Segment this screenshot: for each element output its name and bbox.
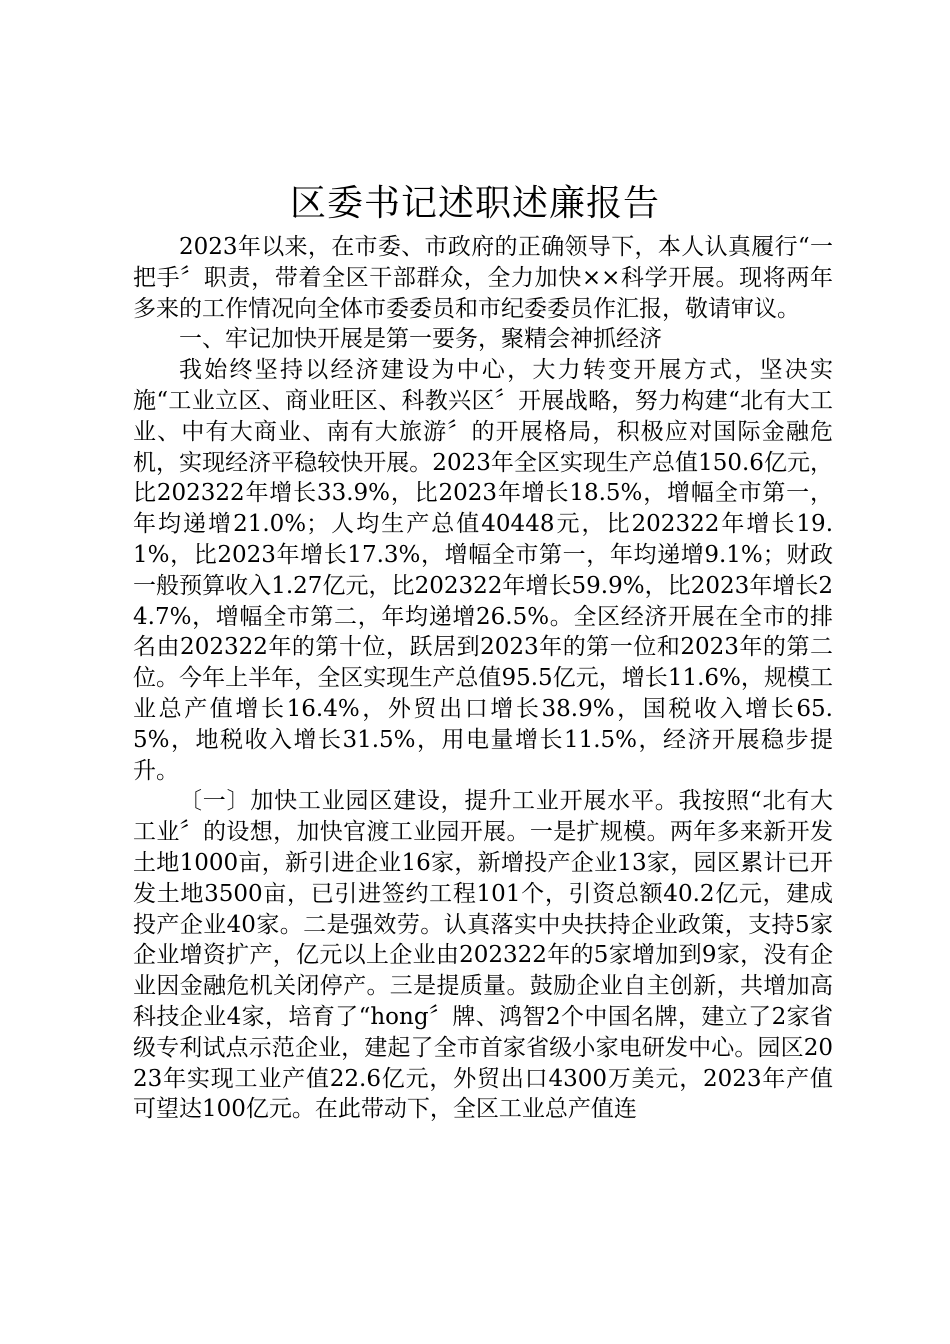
paragraph-economy: 我始终坚持以经济建设为中心，大力转变开展方式，坚决实施“工业立区、商业旺区、科教兴区〞开展战略，努力构建“北有大工业、中有大商业、南有大旅游〞的开展格局，积极应对国际金融危机，实现经济平稳较快开展。2023年全区实现生产总值150.6亿元，比202322年增长33.9%，比2023年增长18.5%，增幅全市第一，年均递增21.0%；人均生产总值40448元，比202322年增长19.1%，比2023年增长17.3%，增幅全市第一，年均递增9.1%；财政一般预算收入1.27亿元，比202322年增长59.9%，比2023年增长24.7%，增幅全市第二，年均递增26.5%。全区经济开展在全市的排名由202322年的第十位，跃居到2023年的第一位和2023年的第二位。今年上半年，全区实现生产总值95.5亿元，增长11.6%，规模工业总产值增长16.4%，外贸出口增长38.9%，国税收入增长65.5%，地税收入增长31.5%，用电量增长11.5%，经济开展稳步提升。 bbox=[133, 357, 833, 784]
paragraph-industrial-park: 〔一〕加快工业园区建设，提升工业开展水平。我按照“北有大工业〞的设想，加快官渡工业园开展。一是扩规模。两年多来新开发土地1000亩，新引进企业16家，新增投产企业13家，园区累计已开发土地3500亩，已引进签约工程101个，引资总额40.2亿元，建成投产企业40家。二是强效劳。认真落实中央扶持企业政策，支持5家企业增资扩产，亿元以上企业由202322年的5家增加到9家，没有企业因金融危机关闭停产。三是提质量。鼓励企业自主创新，共增加高科技企业4家，培育了“hong〞牌、鸿智2个中国名牌，建立了2家省级专利试点示范企业，建起了全市首家省级小家电研发中心。园区2023年实现工业产值22.6亿元，外贸出口4300万美元，2023年产值可望达100亿元。在此带动下，全区工业总产值连 bbox=[133, 788, 833, 1123]
document-body bbox=[133, 232, 833, 1125]
document-title: 区委书记述职述廉报告 bbox=[289, 183, 660, 224]
paragraph-intro: 2023年以来，在市委、市政府的正确领导下，本人认真履行“一把手〞职责，带着全区干部群众，全力加快××科学开展。现将两年多来的工作情况向全体市委委员和市纪委委员作汇报，敬请审议。 bbox=[133, 234, 833, 322]
section-heading-1: 一、牢记加快开展是第一要务，聚精会神抓经济 bbox=[179, 326, 662, 353]
